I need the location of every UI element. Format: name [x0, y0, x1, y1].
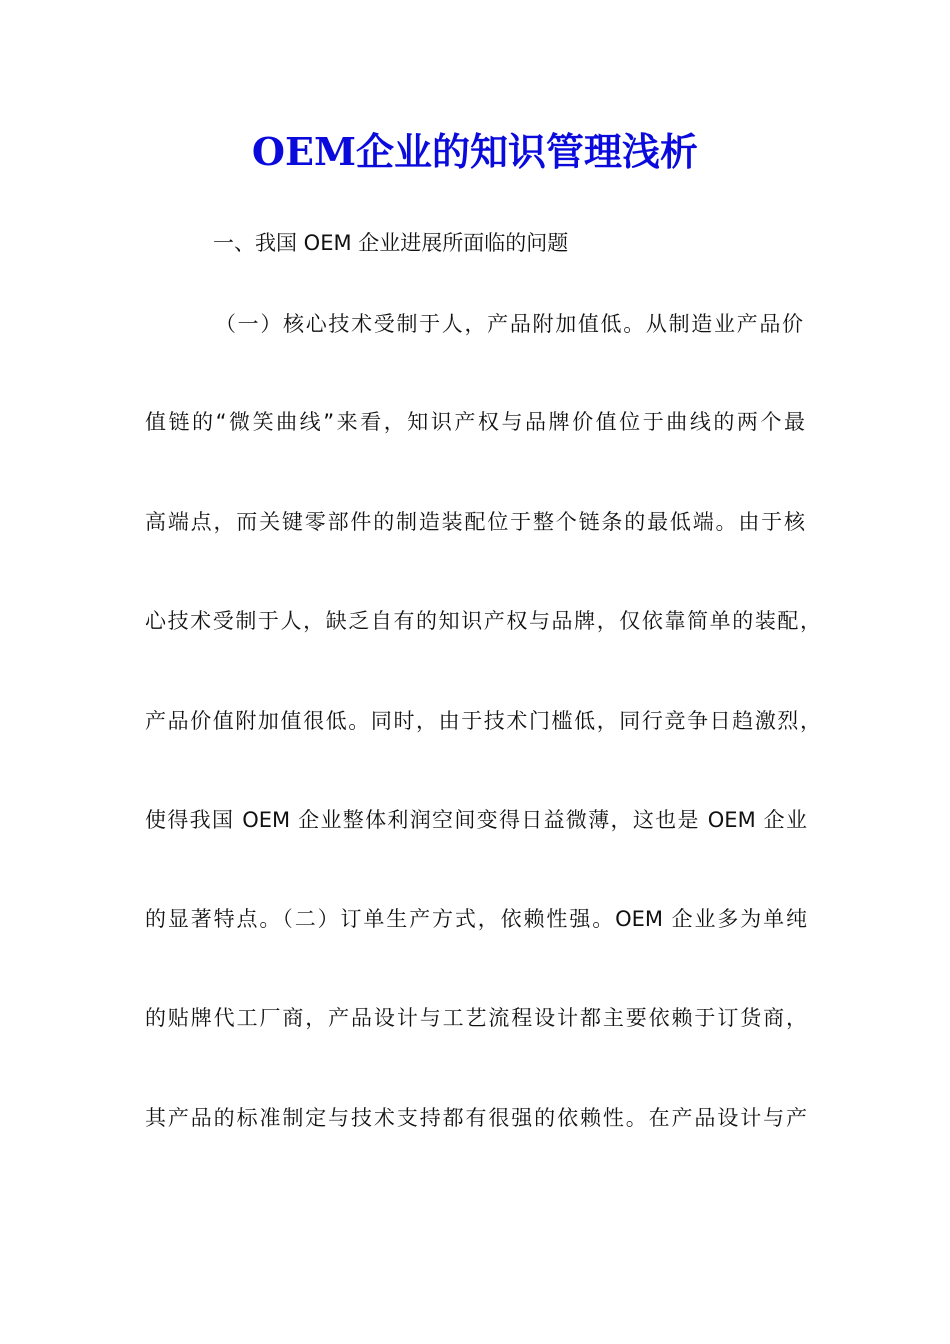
document-title: OEM企业的知识管理浅析 [251, 129, 699, 174]
paragraph-line: 的显著特点。（二）订单生产方式，依赖性强。OEM 企业多为单纯 [145, 907, 807, 931]
paragraph-line: 其产品的标准制定与技术支持都有很强的依赖性。在产品设计与产 [145, 1106, 807, 1130]
paragraph-line: 高端点，而关键零部件的制造装配位于整个链条的最低端。由于核 [145, 510, 805, 534]
paragraph-line: 心技术受制于人，缺乏自有的知识产权与品牌，仅依靠简单的装配， [145, 609, 821, 633]
paragraph-line: 使得我国 OEM 企业整体利润空间变得日益微薄，这也是 OEM 企业 [145, 808, 807, 832]
paragraph-line: 值链的“微笑曲线”来看，知识产权与品牌价值位于曲线的两个最 [145, 410, 805, 434]
paragraph-line: （一）核心技术受制于人，产品附加值低。从制造业产品价 [215, 312, 803, 336]
paragraph-line: 的贴牌代工厂商，产品设计与工艺流程设计都主要依赖于订货商， [145, 1006, 807, 1030]
paragraph-line: 产品价值附加值很低。同时，由于技术门槛低，同行竞争日趋激烈， [145, 709, 821, 733]
section-heading: 一、我国 OEM 企业进展所面临的问题 [213, 231, 569, 255]
